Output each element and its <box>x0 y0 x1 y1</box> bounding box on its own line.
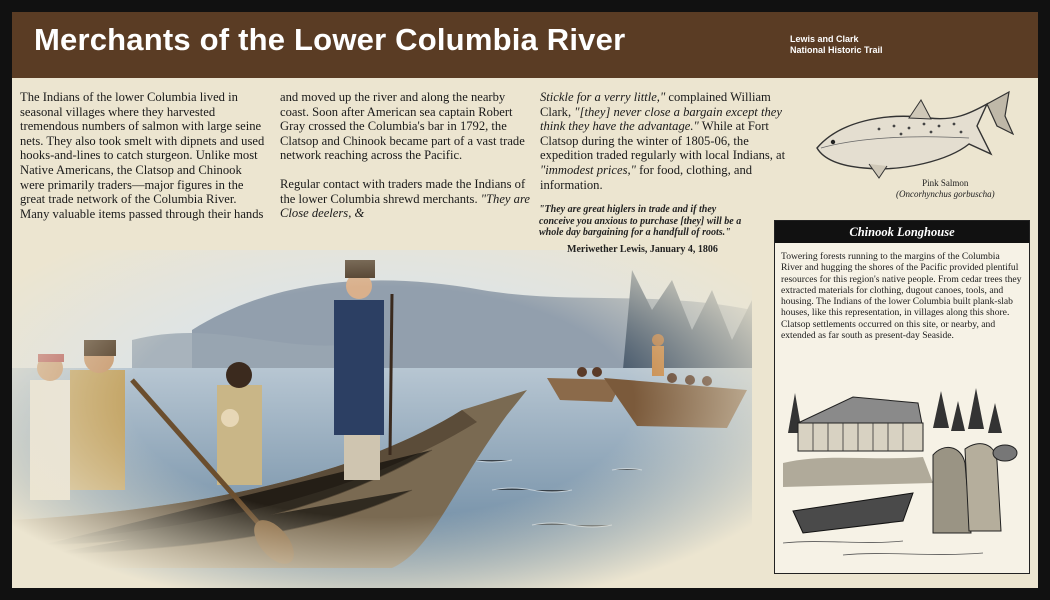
trail-label-line1: Lewis and Clark <box>790 34 859 44</box>
sidebar-text: Towering forests running to the margins of the Columbia River and hugging the shores of the Pacific provided plentiful resources for this region's native people. From cedar trees they extracted materials for clothing, dugout canoes, tools, and housing. The Indians of the lower Columbia built plank-slab houses, like this representation, in villages along this shore. Clatsop settlements occurred on this site, or nearby, and extended as far south as present-day Seaside. <box>781 251 1022 342</box>
column-2-paragraph-2 <box>280 177 530 221</box>
column-2-paragraph-1: and moved up the river and along the nearby coast. Soon after American sea captain Robert Gray crossed the Columbia's bar in 1792, the Clatsop and Chinook became part of a vast trade network reaching across the Pacific. <box>280 90 525 163</box>
pink-salmon-illustration <box>809 74 1014 186</box>
quote-attribution: Meriwether Lewis, January 4, 1806 <box>567 244 718 255</box>
canoe-scene-illustration <box>12 250 752 588</box>
column-3-quote-b: "[they] never close a bargain except they think they have the advantage." <box>540 104 782 134</box>
fish-common-name: Pink Salmon <box>922 178 969 188</box>
column-1-paragraph: The Indians of the lower Columbia lived in seasonal villages where they harvested tremendous numbers of salmon with large seine nets. They also took smelt with dipnets and used hooks-and-lines to catch sturgeon. Unlike most Native Americans, the Clatsop and Chinook were primarily traders—major figures in the great trade network of the Columbia River. Many valuable items passed through their hands <box>20 90 265 221</box>
fish-caption <box>896 178 995 199</box>
text-column-2 <box>280 90 530 235</box>
longhouse-illustration <box>783 383 1021 567</box>
fish-latin-name: (Oncorhynchus gorbuscha) <box>896 188 995 199</box>
column-3-text-c: for food, clothing, and information. <box>540 162 753 192</box>
column-3-paragraph <box>540 90 790 192</box>
sidebar-heading: Chinook Longhouse <box>775 221 1029 243</box>
lewis-quote: "They are great higlers in trade and if they conceive you anxious to purchase [they] will be a whole day bargaining for a handfull of roots." <box>539 204 742 239</box>
column-3-quote-a: Stickle for a verry little," <box>540 90 666 104</box>
page-title: Merchants of the Lower Columbia River <box>34 22 626 57</box>
column-2-quote: "They are Close deelers, & <box>280 191 530 221</box>
column-3-text-b: While at Fort Clatsop during the winter of 1805-06, the expedition traded regularly with local Indians, at <box>540 119 786 163</box>
trail-label-line2: National Historic Trail <box>790 45 883 55</box>
title-banner <box>12 12 1038 78</box>
text-column-3 <box>540 90 790 206</box>
column-2-text: Regular contact with traders made the Indians of the lower Columbia shrewd merchants. <box>280 176 526 206</box>
interpretive-panel <box>12 12 1038 588</box>
column-3-quote-c: "immodest prices," <box>540 162 636 177</box>
text-column-1 <box>20 90 268 235</box>
column-3-text-a: complained William Clark, <box>540 90 771 119</box>
chinook-longhouse-sidebar <box>774 220 1030 574</box>
trail-label <box>790 34 883 56</box>
